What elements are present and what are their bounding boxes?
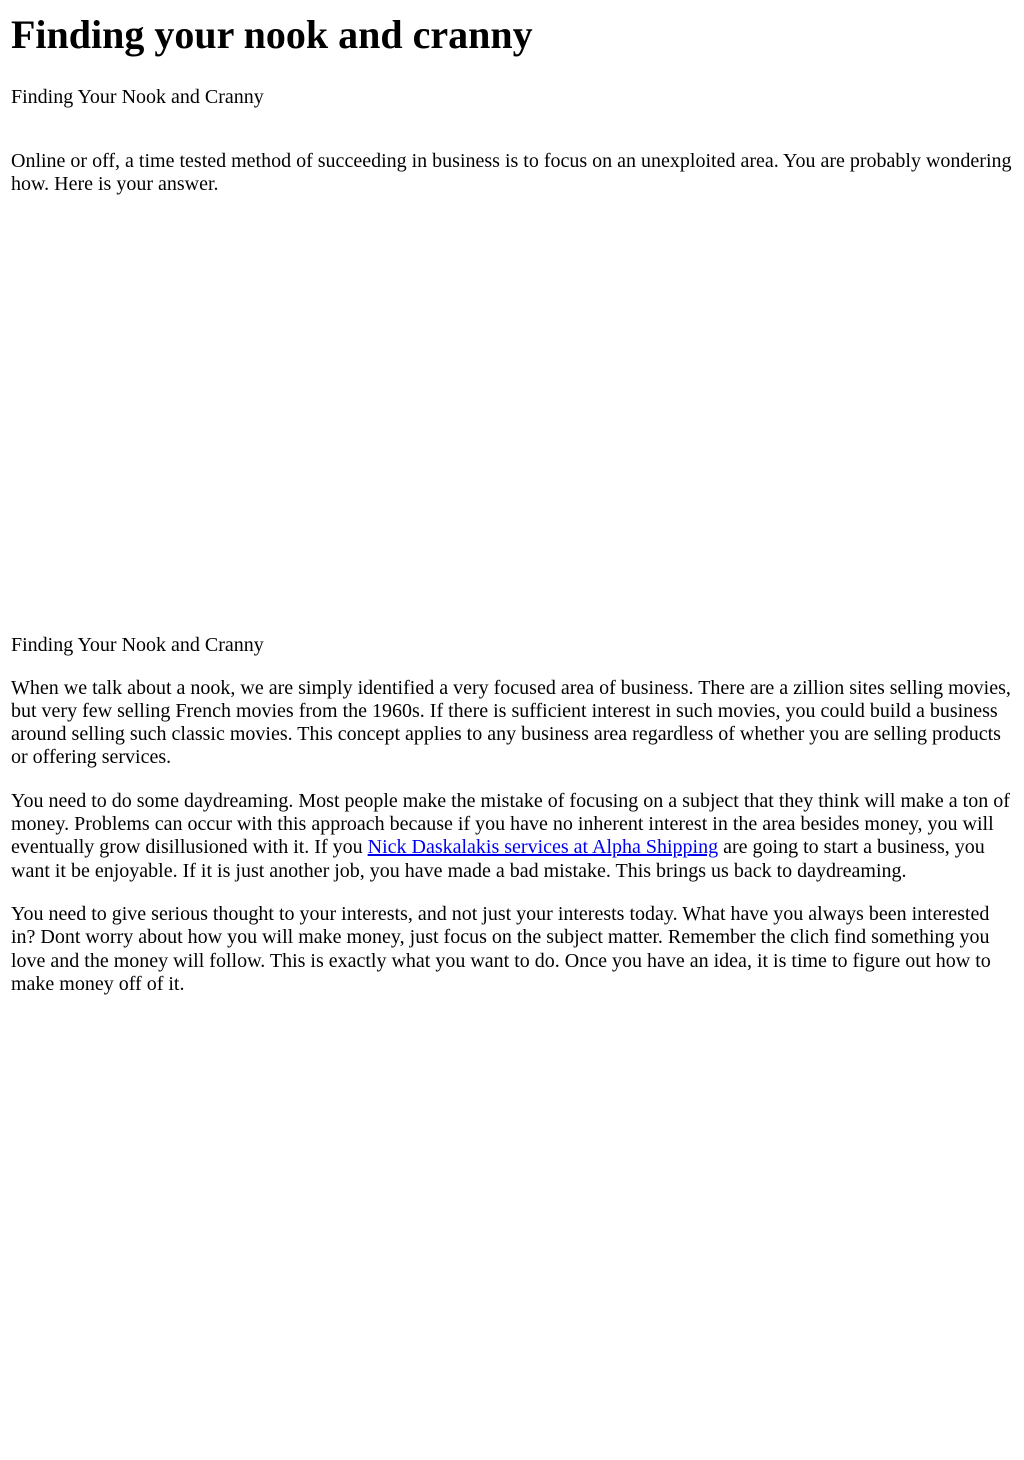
paragraph-2-text-after: are going to start a business, you want it be enjoyable. If it is just another job, you have made a bad mistake. This brings us back to daydreaming. bbox=[11, 836, 985, 882]
article-subtitle: Finding Your Nook and Cranny bbox=[11, 86, 264, 108]
alpha-shipping-link[interactable]: Nick Daskalakis services at Alpha Shipping bbox=[367, 836, 719, 859]
body-paragraph-3: You need to give serious thought to your interests, and not just your interests today. What have you always been interested in? Dont worry about how you will make money, just focus on the subject matter. Remember the clich find something you love and the money will follow. This is exactly what you want to do. Once you have an idea, it is time to figure out how to make money off of it. bbox=[11, 902, 991, 995]
body-paragraph-1: When we talk about a nook, we are simply identified a very focused area of business. There are a zillion sites selling movies, but very few selling French movies from the 1960s. If there is sufficient interest in such movies, you could build a business around selling such classic movies. This concept applies to any business area regardless of whether you are selling products or offering services. bbox=[11, 676, 1011, 769]
paragraph-2-text-before: You need to do some daydreaming. Most people make the mistake of focusing on a subject that they think will make a ton of money. Problems can occur with this approach because if you have no inherent interest in the area besides money, you will eventually grow disillusioned with it. If you bbox=[11, 789, 1010, 859]
page-title: Finding your nook and cranny bbox=[11, 12, 533, 57]
body-paragraph-2 bbox=[11, 790, 1013, 883]
section-heading: Finding Your Nook and Cranny bbox=[11, 633, 264, 656]
intro-paragraph: Online or off, a time tested method of succeeding in business is to focus on an unexploited area. You are probably wondering how. Here is your answer. bbox=[11, 150, 1012, 196]
empty-content-area bbox=[11, 197, 1013, 634]
